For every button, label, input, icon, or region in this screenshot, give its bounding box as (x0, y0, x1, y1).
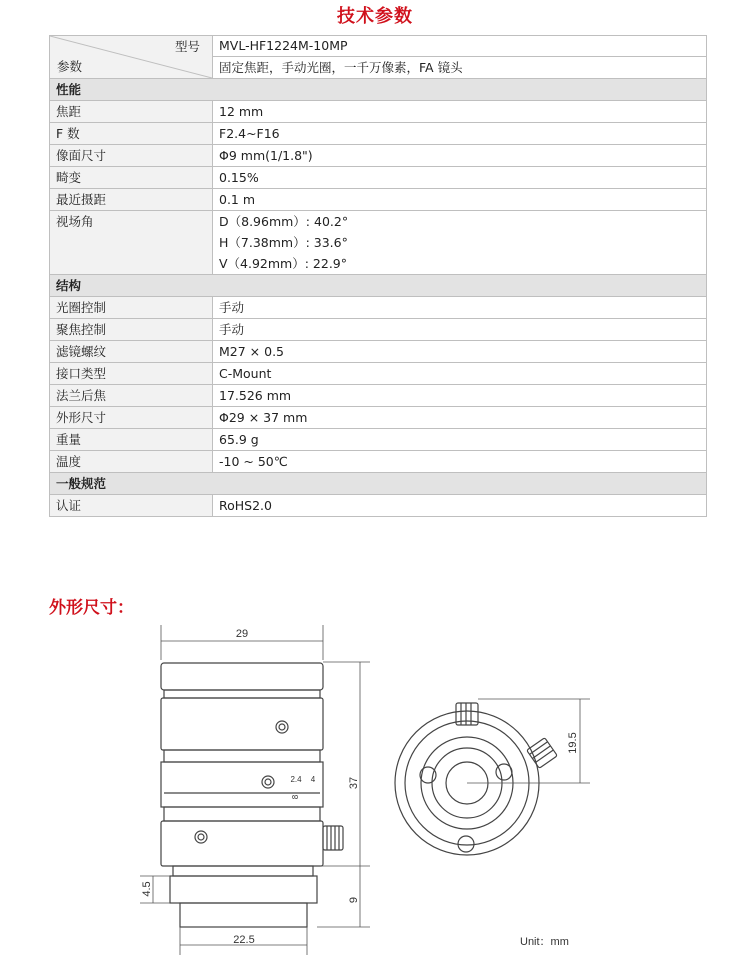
row-label: 最近摄距 (50, 189, 213, 211)
table-row (50, 385, 707, 407)
section-general: 一般规范 (50, 473, 707, 495)
dim-back: 9 (348, 896, 360, 904)
row-value: -10 ~ 50℃ (213, 451, 707, 473)
row-label: 光圈控制 (50, 297, 213, 319)
dim-front: 19.5 (567, 732, 579, 754)
section-structure: 结构 (50, 275, 707, 297)
table-row (50, 189, 707, 211)
dim-width: 29 (235, 628, 249, 640)
fov-horizontal: H（7.38mm）: 33.6° (219, 235, 348, 250)
dim-flange: 4.5 (141, 881, 153, 897)
row-label: 认证 (50, 495, 213, 517)
lens-side-view (161, 663, 343, 927)
row-value: M27 × 0.5 (213, 341, 707, 363)
dimension-lines (140, 625, 590, 955)
row-label: 像面尺寸 (50, 145, 213, 167)
lens-dimension-drawing (0, 615, 750, 966)
dim-height: 37 (348, 776, 360, 790)
section-row (50, 275, 707, 297)
table-row (50, 145, 707, 167)
table-row (50, 363, 707, 385)
header-diagonal-cell (50, 36, 213, 79)
spec-table (49, 35, 707, 517)
model-label: 型号 (174, 39, 200, 54)
table-row (50, 451, 707, 473)
row-label: 外形尺寸 (50, 407, 213, 429)
param-label: 参数 (57, 59, 83, 74)
row-value: 0.1 m (213, 189, 707, 211)
row-value: Φ9 mm(1/1.8") (213, 145, 707, 167)
table-row (50, 297, 707, 319)
row-label: 滤镜螺纹 (50, 341, 213, 363)
section-row (50, 79, 707, 101)
page-title: 技术参数 (337, 6, 413, 27)
row-value: 手动 (213, 297, 707, 319)
row-value: Φ29 × 37 mm (213, 407, 707, 429)
table-row (50, 101, 707, 123)
fov-vertical: V（4.92mm）: 22.9° (219, 256, 348, 271)
unit-label: Unit：mm (520, 936, 569, 948)
scale-mark-b: 4 (310, 775, 316, 784)
row-value: 12 mm (213, 101, 707, 123)
row-label: 视场角 (50, 211, 213, 275)
row-value: 手动 (213, 319, 707, 341)
table-row (50, 429, 707, 451)
row-label: 法兰后焦 (50, 385, 213, 407)
table-row (50, 167, 707, 189)
row-value: 65.9 g (213, 429, 707, 451)
dim-mount: 22.5 (233, 934, 255, 946)
fov-diagonal: D（8.96mm）: 40.2° (219, 214, 349, 229)
row-label: 重量 (50, 429, 213, 451)
row-label: F 数 (50, 123, 213, 145)
row-label: 接口类型 (50, 363, 213, 385)
table-row (50, 495, 707, 517)
row-value: F2.4~F16 (213, 123, 707, 145)
row-label: 聚焦控制 (50, 319, 213, 341)
row-value: RoHS2.0 (213, 495, 707, 517)
lens-front-view (395, 703, 557, 855)
param-value: 固定焦距，手动光圈，一千万像素，FA 镜头 (219, 60, 463, 75)
table-row (50, 407, 707, 429)
table-row (50, 123, 707, 145)
row-label: 温度 (50, 451, 213, 473)
row-label: 焦距 (50, 101, 213, 123)
section-performance: 性能 (50, 79, 707, 101)
dimensions-heading: 外形尺寸： (49, 598, 134, 618)
section-row (50, 473, 707, 495)
row-value: 0.15% (213, 167, 707, 189)
row-value: 17.526 mm (213, 385, 707, 407)
table-header-row (50, 36, 707, 79)
row-label: 畸变 (50, 167, 213, 189)
scale-mark-a: 2.4 (290, 775, 302, 784)
row-value-multi (213, 211, 707, 275)
model-value: MVL-HF1224M-10MP (213, 36, 706, 57)
scale-mark-c: 8 (291, 794, 300, 800)
table-row (50, 319, 707, 341)
row-value: C-Mount (213, 363, 707, 385)
table-row (50, 341, 707, 363)
table-row (50, 211, 707, 275)
header-values-cell (213, 36, 707, 79)
